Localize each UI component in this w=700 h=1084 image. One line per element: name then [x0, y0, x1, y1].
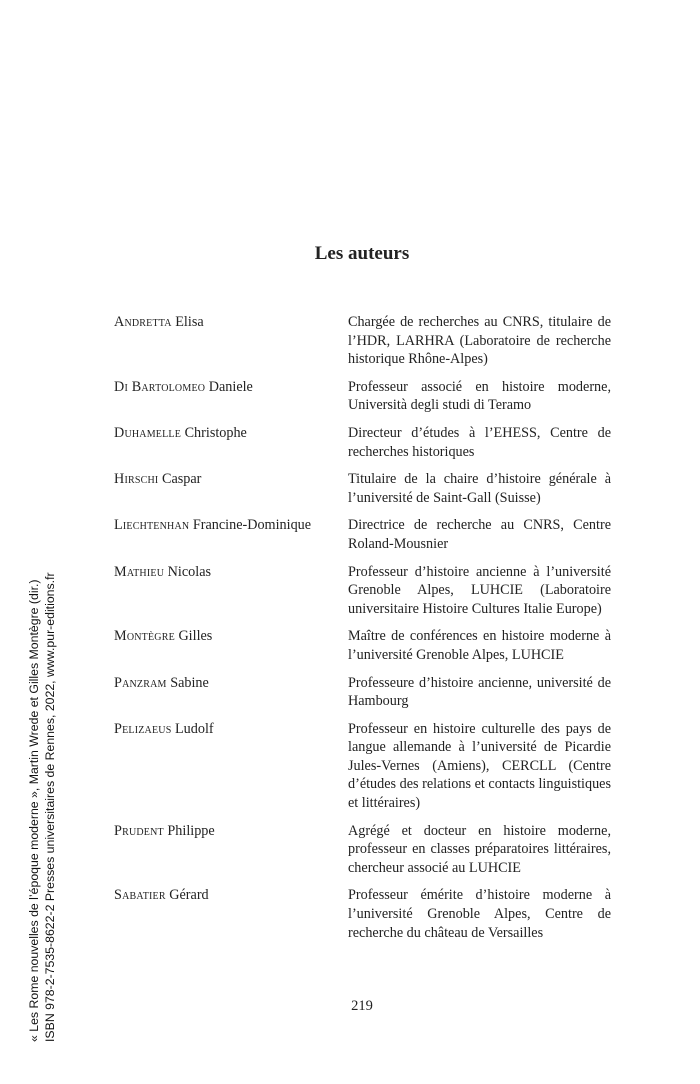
author-given-name: Philippe — [167, 822, 215, 839]
author-surname: Sabatier — [114, 887, 166, 904]
author-surname: Di Bartolomeo — [114, 378, 206, 395]
author-name — [114, 563, 348, 619]
author-surname: Duhamelle — [114, 424, 182, 441]
author-entry — [114, 720, 611, 813]
author-surname: Mathieu — [114, 563, 165, 580]
author-surname: Prudent — [114, 822, 164, 839]
author-surname: Hirschi — [114, 471, 159, 488]
author-surname: Montègre — [114, 628, 175, 645]
author-name — [114, 674, 348, 711]
author-description: Titulaire de la chaire d’histoire générale à l’université de Saint-Gall (Suisse) — [348, 471, 611, 506]
author-name — [114, 470, 348, 507]
author-description: Maître de conférences en histoire moderne à l’université Grenoble Alpes, LUHCIE — [348, 628, 611, 663]
author-description: Professeure d’histoire ancienne, université de Hambourg — [348, 674, 611, 710]
author-surname: Panzram — [114, 674, 167, 691]
author-name — [114, 313, 348, 369]
author-description: Professeur émérite d’histoire moderne à l’université Grenoble Alpes, Centre de recherche du château de Versailles — [348, 887, 611, 941]
author-surname: Liechtenhan — [114, 517, 190, 534]
author-given-name: Daniele — [208, 378, 253, 395]
author-given-name: Elisa — [175, 314, 204, 330]
author-entry — [114, 516, 611, 553]
author-description: Professeur en histoire culturelle des pays de langue allemande à l’université de Picardie Jules-Vernes (Amiens), CERCLL (Centre d’études des relations et contacts linguistiques et littéraires) — [348, 720, 611, 812]
copyright-notice — [26, 572, 58, 1042]
author-given-name: Ludolf — [175, 720, 214, 737]
author-given-name: Gilles — [178, 628, 213, 645]
author-name — [114, 627, 348, 664]
author-description: Directeur d’études à l’EHESS, Centre de recherches historiques — [348, 424, 611, 460]
author-description: Professeur associé en histoire moderne, Università degli studi di Teramo — [348, 378, 611, 414]
author-entry — [114, 674, 611, 711]
copyright-line-2: ISBN 978-2-7535-8622-2 Presses universitaires de Rennes, 2022, www.pur-editions.fr — [43, 572, 57, 1042]
author-description: Agrégé et docteur en histoire moderne, professeur en classes préparatoires littéraires, chercheur associé au LUHCIE — [348, 822, 611, 876]
page-number: 219 — [351, 998, 373, 1014]
author-description: Chargée de recherches au CNRS, titulaire de l’HDR, LARHRA (Laboratoire de recherche historique Rhône-Alpes) — [348, 314, 611, 368]
author-entry — [114, 378, 611, 415]
author-entry — [114, 627, 611, 664]
page-title: Les auteurs — [314, 243, 410, 264]
author-name — [114, 516, 348, 553]
author-entry — [114, 822, 611, 878]
author-given-name: Nicolas — [167, 563, 212, 580]
author-entry — [114, 424, 611, 461]
author-given-name: Sabine — [170, 674, 209, 691]
copyright-line-1: « Les Rome nouvelles de l’époque moderne », Martin Wrede et Gilles Montègre (dir.) — [27, 579, 41, 1042]
author-surname: Pelizaeus — [114, 720, 172, 737]
authors-list — [114, 313, 611, 951]
author-given-name: Francine-Dominique — [192, 517, 312, 534]
author-entry — [114, 886, 611, 942]
author-name — [114, 886, 348, 942]
author-entry — [114, 313, 611, 369]
author-given-name: Christophe — [184, 424, 247, 441]
author-description: Directrice de recherche au CNRS, Centre Roland-Mousnier — [348, 517, 611, 552]
author-name — [114, 822, 348, 878]
author-given-name: Caspar — [161, 471, 202, 488]
author-description: Professeur d’histoire ancienne à l’université Grenoble Alpes, LUHCIE (Laboratoire universitaire Histoire Cultures Italie Europe) — [348, 563, 611, 617]
author-surname: Andretta — [114, 314, 172, 330]
author-name — [114, 720, 348, 813]
author-name — [114, 424, 348, 461]
author-entry — [114, 470, 611, 507]
author-entry — [114, 563, 611, 619]
author-given-name: Gérard — [169, 887, 209, 904]
author-name — [114, 378, 348, 415]
